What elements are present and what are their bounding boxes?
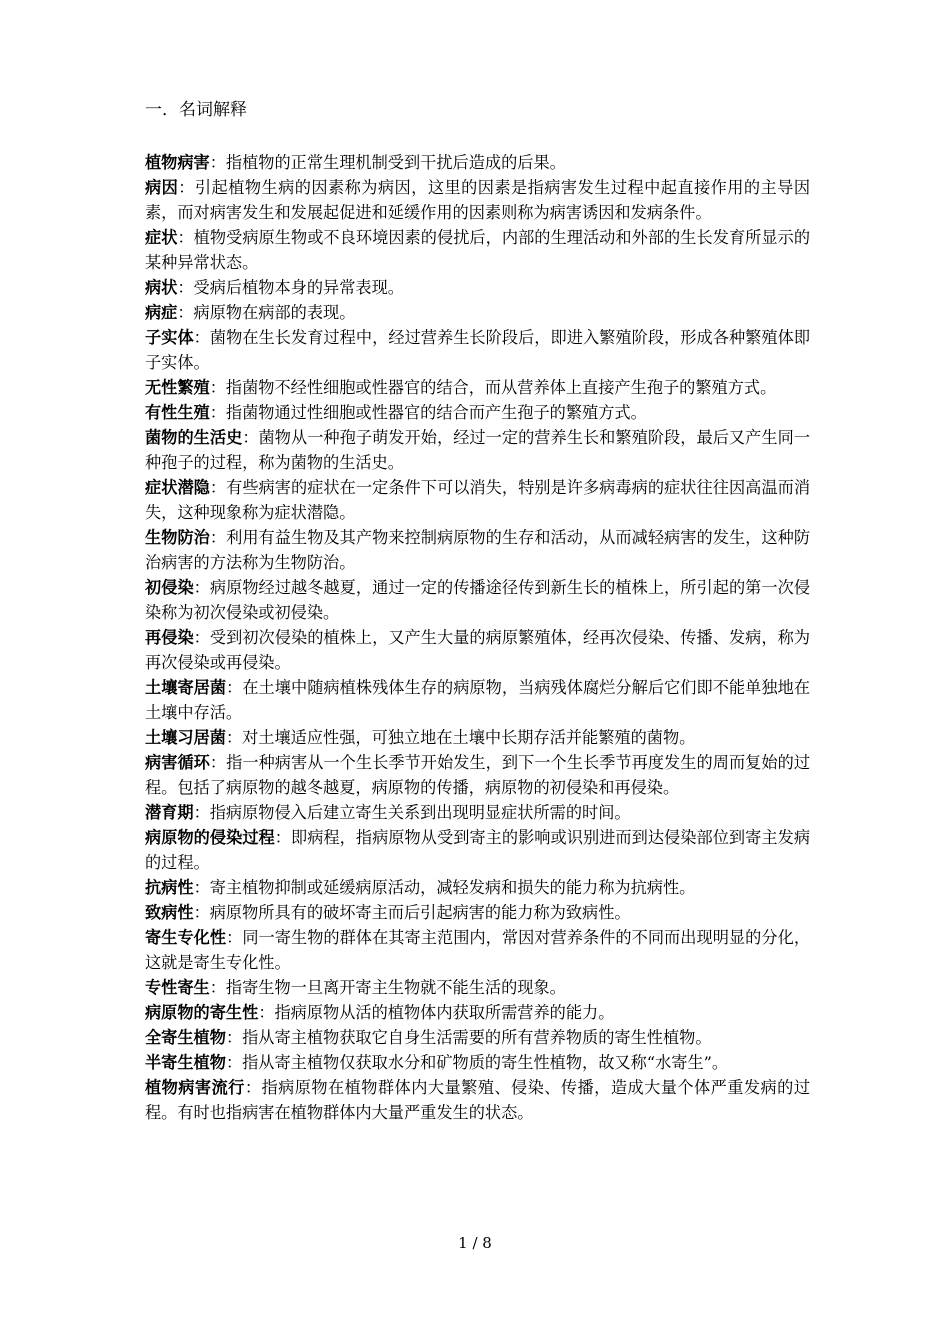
glossary-term: 病害循环	[145, 753, 210, 772]
glossary-term: 病因	[145, 178, 179, 197]
glossary-term: 专性寄生	[145, 978, 210, 997]
glossary-entry	[145, 625, 810, 675]
glossary-definition: ：指寄生物一旦离开寄主生物就不能生活的现象。	[209, 978, 566, 997]
glossary-definition: ：利用有益生物及其产物来控制病原物的生存和活动，从而减轻病害的发生，这种防治病害的方法称为生物防治。	[145, 528, 811, 572]
glossary-entry	[145, 900, 810, 925]
glossary-definition: ：病原物经过越冬越夏，通过一定的传播途径传到新生长的植株上，所引起的第一次侵染称为初次侵染或初侵染。	[145, 578, 811, 622]
glossary-definition: ：即病程，指病原物从受到寄主的影响或识别进而到达侵染部位到寄主发病的过程。	[145, 828, 811, 872]
glossary-entry	[145, 925, 810, 975]
glossary-term: 病状	[145, 278, 178, 297]
glossary-definition: ：指菌物不经性细胞或性器官的结合，而从营养体上直接产生孢子的繁殖方式。	[209, 378, 777, 397]
glossary-entry	[145, 400, 810, 425]
glossary-term: 致病性	[145, 903, 194, 922]
glossary-term: 抗病性	[145, 878, 194, 897]
glossary-term: 病原物的寄生性	[145, 1003, 259, 1022]
glossary-definition: ：指一种病害从一个生长季节开始发生，到下一个生长季节再度发生的周而复始的过程。包括了病原物的越冬越夏，病原物的传播，病原物的初侵染和再侵染。	[145, 753, 811, 797]
glossary-term: 植物病害	[145, 153, 210, 172]
glossary-entry	[145, 1000, 810, 1025]
glossary-term: 再侵染	[145, 628, 194, 647]
glossary-list	[145, 150, 810, 1125]
glossary-definition: ：受到初次侵染的植株上，又产生大量的病原繁殖体，经再次侵染、传播、发病，称为再次侵染或再侵染。	[145, 628, 811, 672]
glossary-definition: ：引起植物生病的因素称为病因，这里的因素是指病害发生过程中起直接作用的主导因素，而对病害发生和发展起促进和延缓作用的因素则称为病害诱因和发病条件。	[145, 178, 811, 222]
glossary-definition: ：指病原物侵入后建立寄生关系到出现明显症状所需的时间。	[193, 803, 631, 822]
glossary-term: 潜育期	[145, 803, 194, 822]
glossary-term: 症状	[145, 228, 178, 247]
glossary-term: 病原物的侵染过程	[145, 828, 275, 847]
glossary-definition: ：病原物所具有的破坏寄主而后引起病害的能力称为致病性。	[193, 903, 631, 922]
glossary-entry	[145, 475, 810, 525]
glossary-entry	[145, 1025, 810, 1050]
glossary-definition: ：有些病害的症状在一定条件下可以消失，特别是许多病毒病的症状往往因高温而消失，这种现象称为症状潜隐。	[145, 478, 811, 522]
glossary-definition: ：病原物在病部的表现。	[177, 303, 356, 322]
glossary-entry	[145, 725, 810, 750]
glossary-definition: ：菌物在生长发育过程中，经过营养生长阶段后，即进入繁殖阶段，形成各种繁殖体即子实体。	[145, 328, 811, 372]
glossary-definition: ：植物受病原生物或不良环境因素的侵扰后，内部的生理活动和外部的生长发育所显示的某种异常状态。	[145, 228, 811, 272]
glossary-entry	[145, 375, 810, 400]
glossary-entry	[145, 525, 810, 575]
glossary-term: 寄生专化性	[145, 928, 227, 947]
glossary-definition: ：指从寄主植物获取它自身生活需要的所有营养物质的寄生性植物。	[225, 1028, 712, 1047]
glossary-entry	[145, 975, 810, 1000]
glossary-definition: ：寄主植物抑制或延缓病原活动，减轻发病和损失的能力称为抗病性。	[193, 878, 696, 897]
glossary-definition: ：指病原物在植物群体内大量繁殖、侵染、传播，造成大量个体严重发病的过程。有时也指病害在植物群体内大量严重发生的状态。	[145, 1078, 811, 1122]
glossary-term: 有性生殖	[145, 403, 210, 422]
glossary-term: 病症	[145, 303, 178, 322]
glossary-definition: ：指植物的正常生理机制受到干扰后造成的后果。	[209, 153, 566, 172]
glossary-entry	[145, 750, 810, 800]
glossary-definition: ：同一寄生物的群体在其寄主范围内，常因对营养条件的不同而出现明显的分化，这就是寄生专化性。	[145, 928, 811, 972]
glossary-term: 初侵染	[145, 578, 194, 597]
glossary-term: 植物病害流行	[145, 1078, 245, 1097]
glossary-entry	[145, 300, 810, 325]
glossary-definition: ：菌物从一种孢子萌发开始，经过一定的营养生长和繁殖阶段，最后又产生同一种孢子的过程，称为菌物的生活史。	[145, 428, 811, 472]
glossary-entry	[145, 675, 810, 725]
glossary-entry	[145, 1050, 810, 1075]
glossary-term: 子实体	[145, 328, 194, 347]
glossary-term: 土壤寄居菌	[145, 678, 227, 697]
glossary-entry	[145, 325, 810, 375]
glossary-entry	[145, 1075, 810, 1125]
glossary-term: 无性繁殖	[145, 378, 210, 397]
glossary-entry	[145, 225, 810, 275]
glossary-entry	[145, 275, 810, 300]
glossary-term: 全寄生植物	[145, 1028, 226, 1047]
glossary-definition: ：指从寄主植物仅获取水分和矿物质的寄生性植物，故又称“水寄生”。	[225, 1053, 729, 1072]
glossary-entry	[145, 875, 810, 900]
glossary-entry	[145, 825, 810, 875]
glossary-definition: ：受病后植物本身的异常表现。	[177, 278, 404, 297]
glossary-entry	[145, 150, 810, 175]
glossary-definition: ：对土壤适应性强，可独立地在土壤中长期存活并能繁殖的菌物。	[225, 728, 696, 747]
glossary-definition: ：指菌物通过性细胞或性器官的结合而产生孢子的繁殖方式。	[209, 403, 647, 422]
glossary-definition: ：指病原物从活的植物体内获取所需营养的能力。	[258, 1003, 615, 1022]
section-heading: 一．名词解释	[145, 100, 247, 120]
glossary-entry	[145, 800, 810, 825]
page-number: 1 / 8	[458, 1234, 492, 1252]
glossary-entry	[145, 575, 810, 625]
glossary-term: 菌物的生活史	[145, 428, 243, 447]
glossary-term: 生物防治	[145, 528, 210, 547]
glossary-definition: ：在土壤中随病植株残体生存的病原物，当病残体腐烂分解后它们即不能单独地在土壤中存活。	[145, 678, 811, 722]
glossary-entry	[145, 175, 810, 225]
glossary-term: 症状潜隐	[145, 478, 210, 497]
glossary-term: 土壤习居菌	[145, 728, 226, 747]
glossary-term: 半寄生植物	[145, 1053, 226, 1072]
glossary-entry	[145, 425, 810, 475]
